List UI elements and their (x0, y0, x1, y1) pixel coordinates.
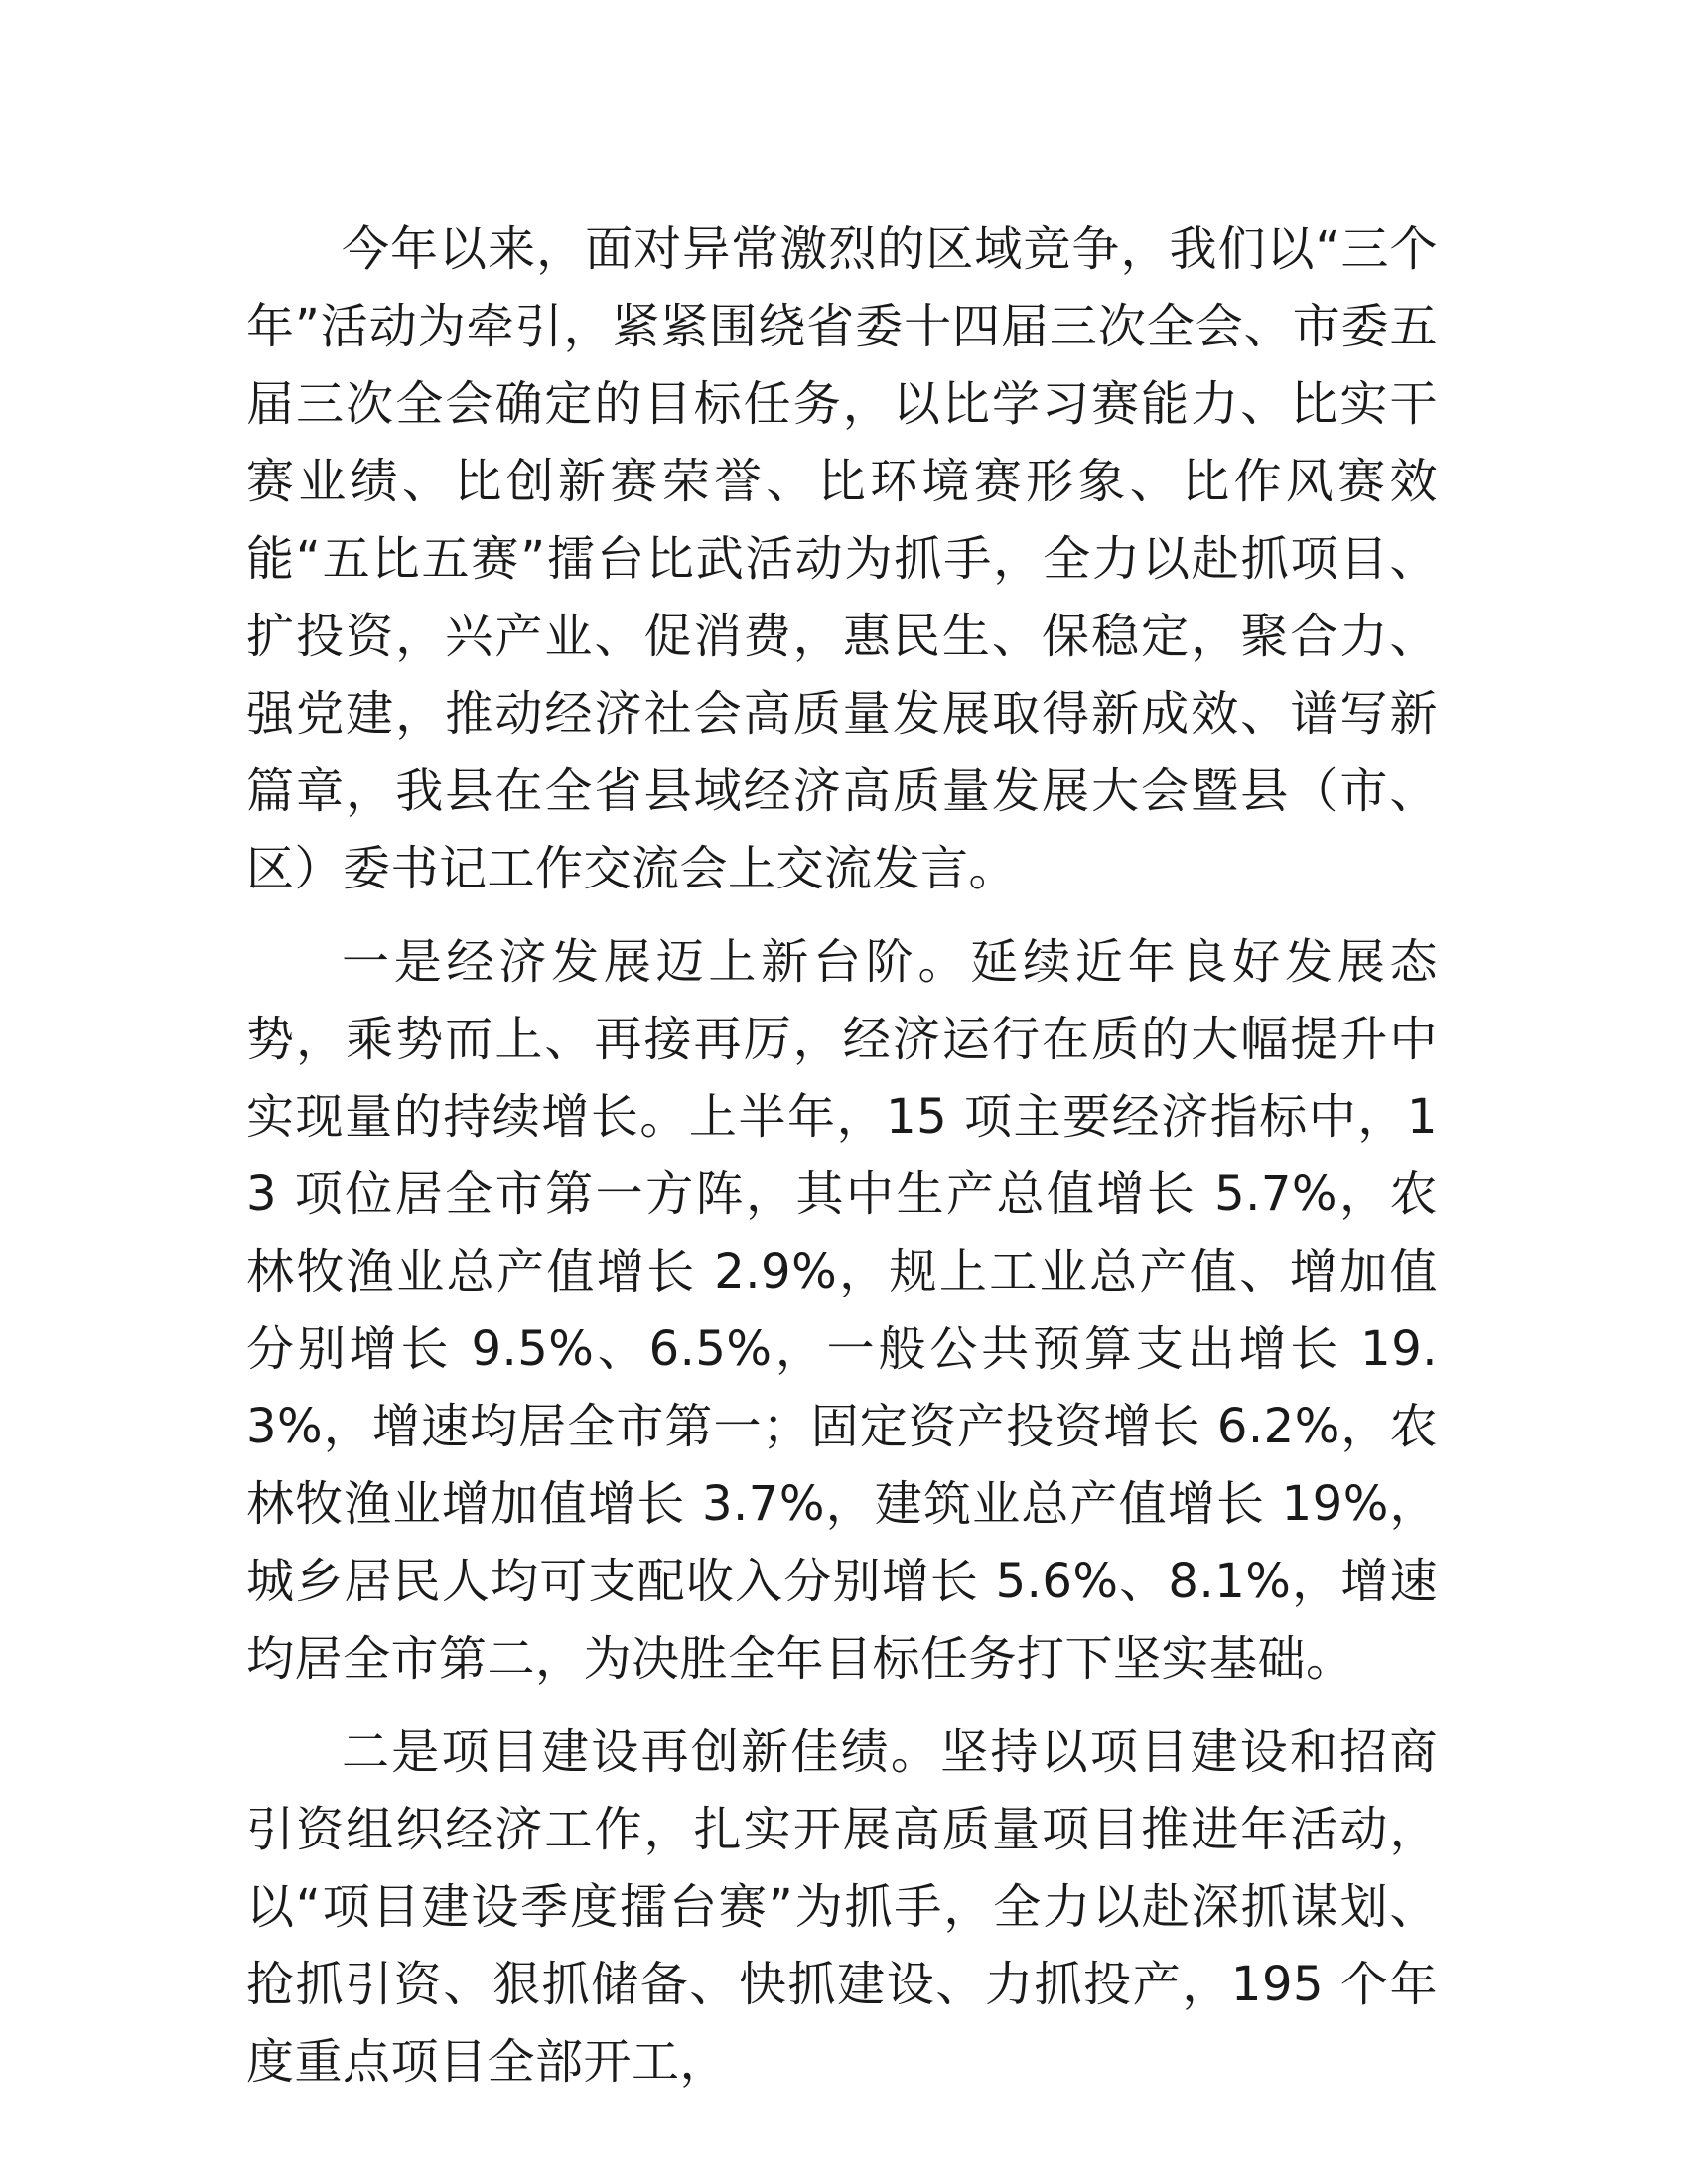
paragraph-economic-development: 一是经济发展迈上新台阶。延续近年良好发展态势，乘势而上、再接再厉，经济运行在质的大幅提升中实现量的持续增长。上半年，15 项主要经济指标中，13 项位居全市第一方阵，其中生产总值增长 5.7%，农林牧渔业总产值增长 2.9%，规上工业总产值、增加值分别增长 9.5%、6.5%，一般公共预算支出增长 19.3%，增速均居全市第一；固定资产投资增长 6.2%，农林牧渔业增加值增长 3.7%，建筑业总产值增长 19%，城乡居民人均可支配收入分别增长 5.6%、8.1%，增速均居全市第二，为决胜全年目标任务打下坚实基础。 (246, 934, 1438, 1687)
paragraph-intro: 今年以来，面对异常激烈的区域竞争，我们以“三个年”活动为牵引，紧紧围绕省委十四届三次全会、市委五届三次全会确定的目标任务，以比学习赛能力、比实干赛业绩、比创新赛荣誉、比环境赛形象、比作风赛效能“五比五赛”擂台比武活动为抓手，全力以赴抓项目、扩投资，兴产业、促消费，惠民生、保稳定，聚合力、强党建，推动经济社会高质量发展取得新成效、谱写新篇章，我县在全省县域经济高质量发展大会暨县（市、区）委书记工作交流会上交流发言。 (246, 221, 1438, 896)
paragraph-project-construction: 二是项目建设再创新佳绩。坚持以项目建设和招商引资组织经济工作，扎实开展高质量项目推进年活动，以“项目建设季度擂台赛”为抓手，全力以赴深抓谋划、抢抓引资、狠抓储备、快抓建设、力抓投产，195 个年度重点项目全部开工， (246, 1724, 1438, 2090)
document-body (246, 210, 1438, 2116)
